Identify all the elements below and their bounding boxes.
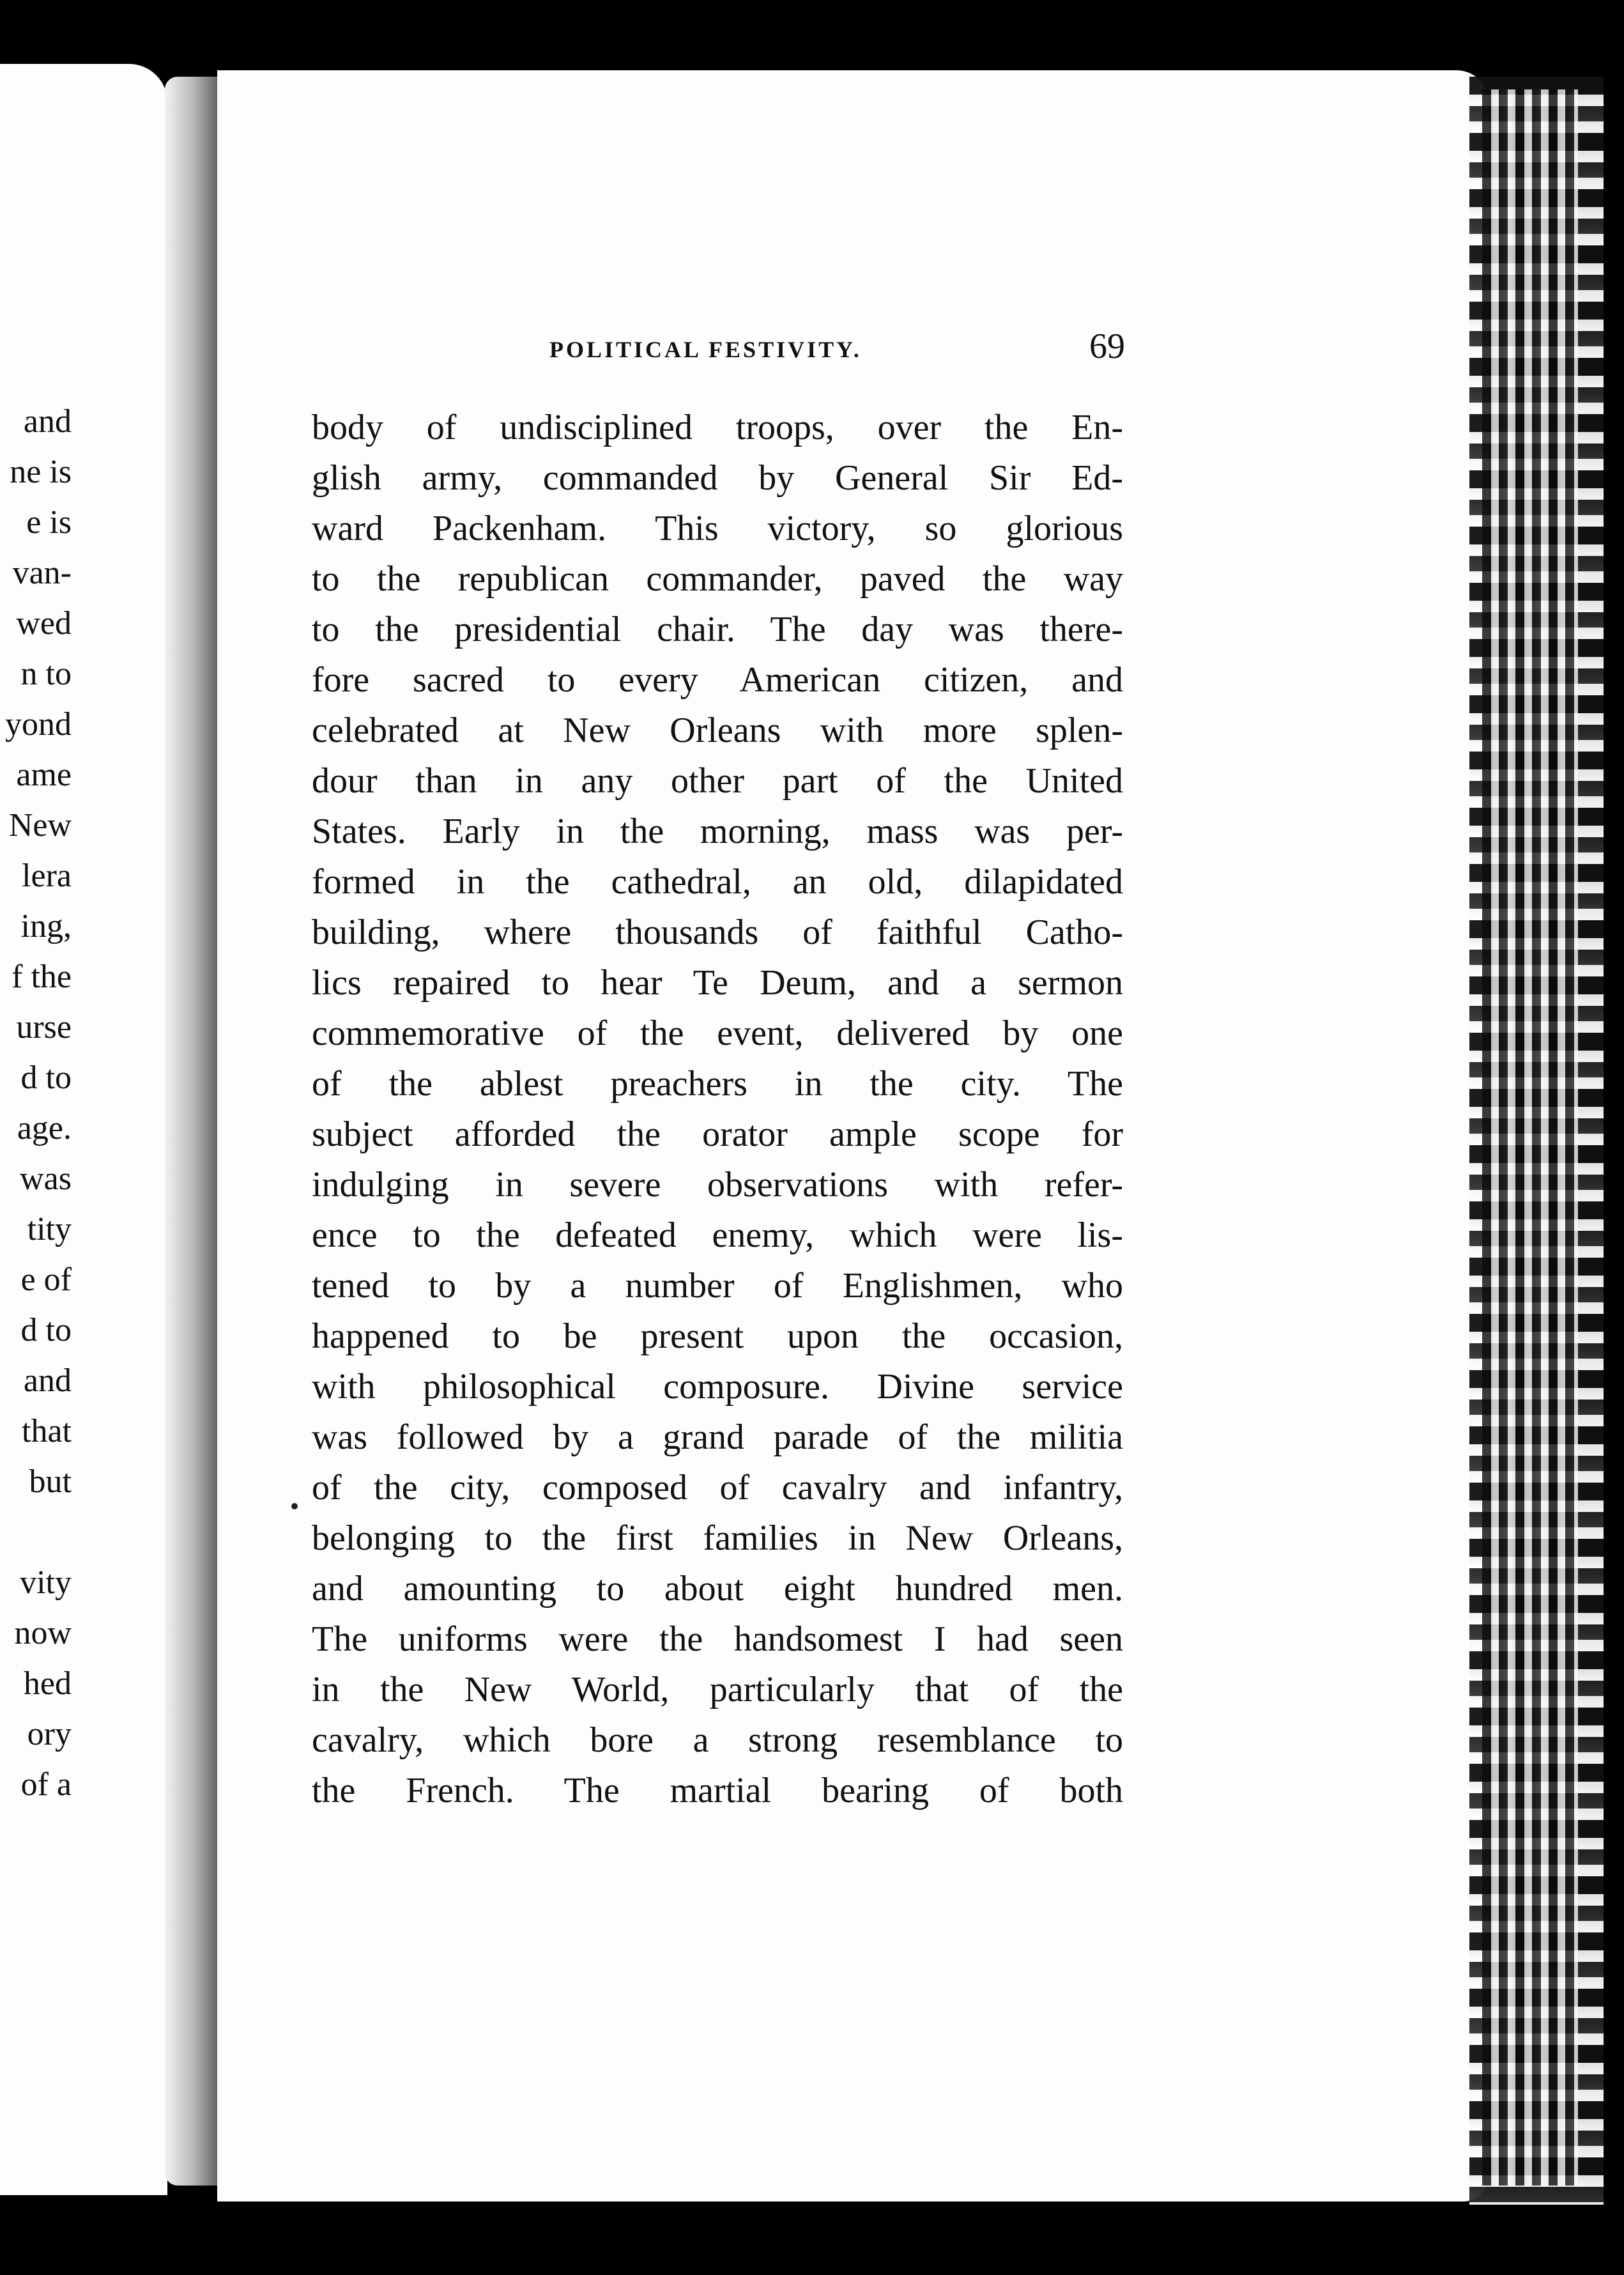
text-line: of the ablest preachers in the city. The [312,1064,1123,1104]
left-page-line: tity [27,1211,72,1247]
left-page-line: d to [20,1060,72,1096]
page-edge-texture [1482,89,1578,2186]
text-line: to the republican commander, paved the way [312,559,1123,599]
text-line: formed in the cathedral, an old, dilapidated [312,862,1123,902]
left-page-line: ame [16,757,72,793]
left-page-line: urse [16,1009,72,1045]
left-page-line: ne is [10,454,72,490]
text-line: The uniforms were the handsomest I had seen [312,1619,1123,1659]
left-page-line: f the [11,959,72,995]
text-line: tened to by a number of Englishmen, who [312,1266,1123,1306]
text-line: the French. The martial bearing of both [312,1771,1123,1810]
left-page-line: d to [20,1312,72,1348]
text-line: body of undisciplined troops, over the En- [312,408,1123,447]
left-page-line: e is [26,504,72,541]
left-page-line: was [20,1161,72,1197]
text-line: in the New World, particularly that of the [312,1670,1123,1709]
left-page-line: wed [16,605,72,642]
text-line: belonging to the first families in New Orleans, [312,1518,1123,1558]
body-text [312,403,1123,1816]
text-line: and amounting to about eight hundred men. [312,1569,1123,1608]
left-page-line: now [14,1615,72,1651]
left-page-line: ing, [20,908,72,945]
left-page-line: e of [20,1261,72,1298]
left-page-line: and [23,1362,72,1399]
left-page-line: New [8,807,72,844]
running-title: POLITICAL FESTIVITY. [549,337,862,362]
text-line: indulging in severe observations with refer- [312,1165,1123,1205]
page-number: 69 [1089,327,1125,366]
text-line: subject afforded the orator ample scope for [312,1114,1123,1154]
text-line: building, where thousands of faithful Catho- [312,913,1123,952]
left-page-line: but [29,1463,72,1500]
left-page-line: and [23,403,72,440]
left-page-line: lera [22,858,72,894]
left-page-line: n to [20,656,72,692]
text-line: ence to the defeated enemy, which were lis- [312,1215,1123,1255]
text-line: with philosophical composure. Divine service [312,1367,1123,1407]
left-page-line: age. [17,1110,72,1146]
text-line: cavalry, which bore a strong resemblance to [312,1720,1123,1760]
left-page-text [0,64,167,2195]
text-line: of the city, composed of cavalry and infantry, [312,1468,1123,1508]
text-line: to the presidential chair. The day was there- [312,610,1123,649]
text-line: glish army, commanded by General Sir Ed- [312,458,1123,498]
text-line: States. Early in the morning, mass was per- [312,812,1123,851]
text-line: ward Packenham. This victory, so glorious [312,509,1123,548]
left-page-line: of a [20,1766,72,1803]
left-page-line: hed [23,1665,72,1702]
left-page-line: ory [27,1716,72,1752]
text-line: commemorative of the event, delivered by one [312,1014,1123,1053]
text-line: fore sacred to every American citizen, and [312,660,1123,700]
page-header [549,326,1124,377]
left-page-line: yond [5,706,72,743]
text-line: happened to be present upon the occasion, [312,1316,1123,1356]
text-line: lics repaired to hear Te Deum, and a sermon [312,963,1123,1003]
left-page [0,64,167,2195]
text-line: dour than in any other part of the United [312,761,1123,801]
left-page-line: vity [20,1564,72,1601]
left-page-line: van- [12,555,72,591]
margin-mark [291,1503,298,1509]
text-line: was followed by a grand parade of the militia [312,1417,1123,1457]
left-page-line: that [22,1413,72,1449]
text-line: celebrated at New Orleans with more splen- [312,711,1123,750]
